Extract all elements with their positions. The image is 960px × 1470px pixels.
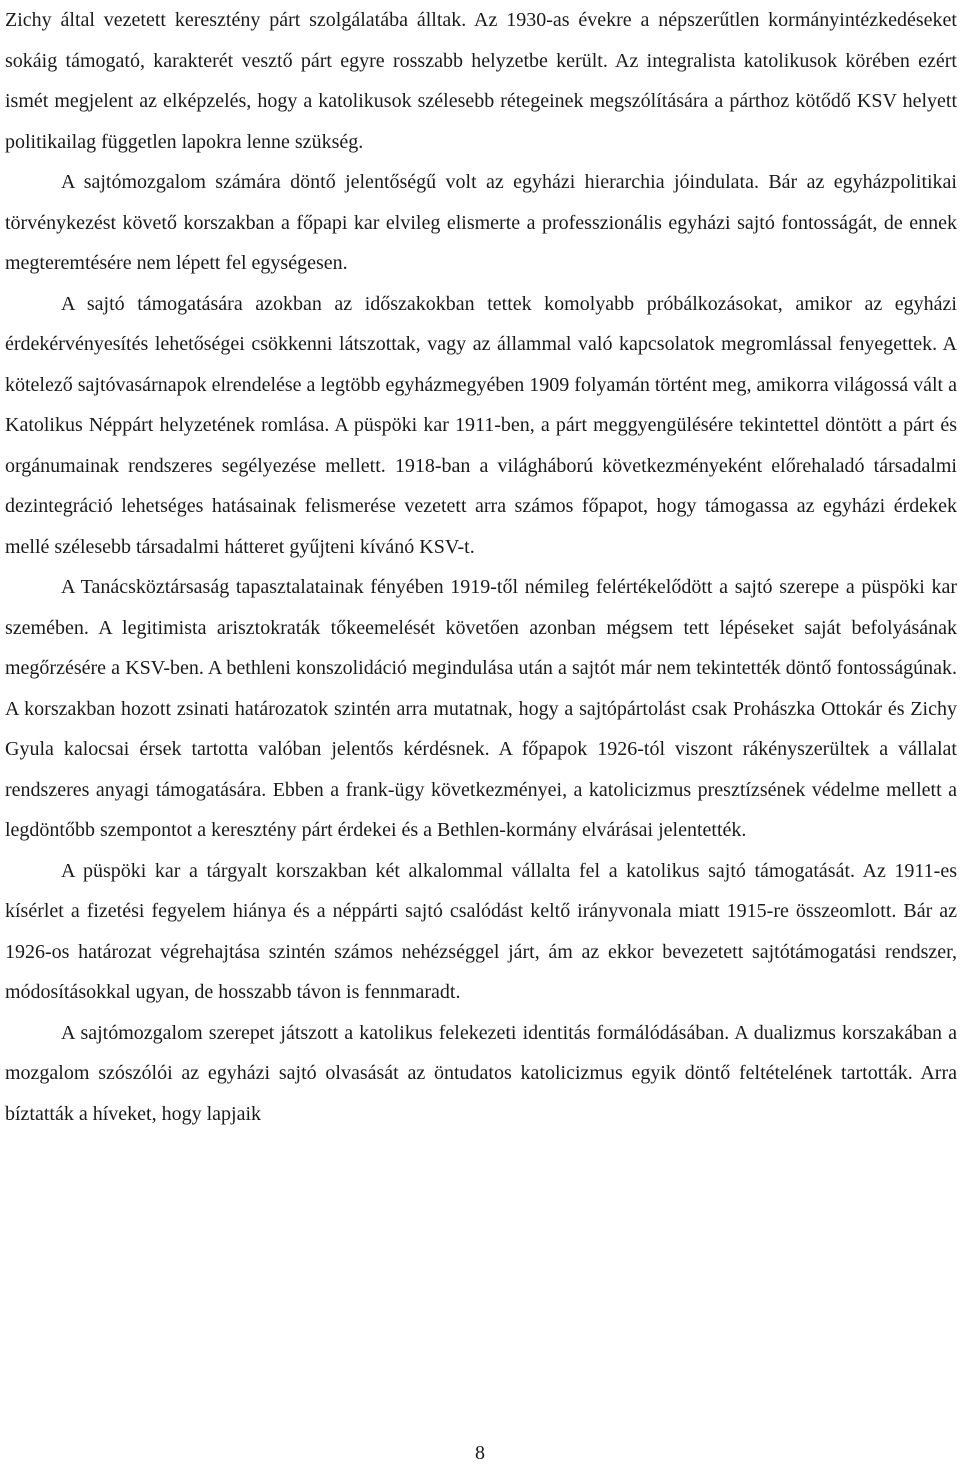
paragraph: A püspöki kar a tárgyalt korszakban két alkalommal vállalta fel a katolikus sajtó támogatását. Az 1911-es kísérlet a fizetési fegyelem hiánya és a néppárti sajtó csalódást keltő irányvonala miatt 1915-re összeomlott. Bár az 1926-os határozat végrehajtása szintén számos nehézséggel járt, ám az ekkor bevezetett sajtótámogatási rendszer, módosításokkal ugyan, de hosszabb távon is fennmaradt.	[5, 859, 957, 1003]
paragraph: A sajtómozgalom szerepet játszott a katolikus felekezeti identitás formálódásában. A dualizmus korszakában a mozgalom szószólói az egyházi sajtó olvasását az öntudatos katolicizmus egyik döntő feltételének tartották. Arra bíztatták a híveket, hogy lapjaik	[5, 1021, 957, 1125]
paragraph: A sajtó támogatására azokban az időszakokban tettek komolyabb próbálkozásokat, amikor az egyházi érdekérvényesítés lehetőségei csökkenni látszottak, vagy az állammal való kapcsolatok megromlással fenyegettek. A kötelező sajtóvasárnapok elrendelése a legtöbb egyházmegyében 1909 folyamán történt meg, amikorra világossá vált a Katolikus Néppárt helyzetének romlása. A püspöki kar 1911-ben, a párt meggyengülésére tekintettel döntött a párt és orgánumainak rendszeres segélyezése mellett. 1918-ban a világháború következményeként előrehaladó társadalmi dezintegráció lehetséges hatásainak felismerése vezetett arra számos főpapot, hogy támogassa az egyházi érdekek mellé szélesebb társadalmi hátteret gyűjteni kívánó KSV-t.	[5, 292, 957, 558]
paragraph: Zichy által vezetett keresztény párt szolgálatába álltak. Az 1930-as évekre a népszerűtlen kormányintézkedéseket sokáig támogató, karakterét vesztő párt egyre rosszabb helyzetbe került. Az integralista katolikusok körében ezért ismét megjelent az elképzelés, hogy a katolikusok szélesebb rétegeinek megszólítására a párthoz kötődő KSV helyett politikailag független lapokra lenne szükség.	[5, 9, 957, 153]
page-number: 8	[475, 1442, 485, 1464]
document-body	[5, 0, 957, 1134]
paragraph: A sajtómozgalom számára döntő jelentőségű volt az egyházi hierarchia jóindulata. Bár az egyházpolitikai törvénykezést követő korszakban a főpapi kar elvileg elismerte a professzionális egyházi sajtó fontosságát, de ennek megteremtésére nem lépett fel egységesen.	[5, 171, 957, 274]
paragraph: A Tanácsköztársaság tapasztalatainak fényében 1919-től némileg felértékelődött a sajtó szerepe a püspöki kar szemében. A legitimista arisztokraták tőkeemelését követően azonban mégsem tett lépéseket saját befolyásának megőrzésére a KSV-ben. A bethleni konszolidáció megindulása után a sajtót már nem tekintették döntő fontosságúnak. A korszakban hozott zsinati határozatok szintén arra mutatnak, hogy a sajtópártolást csak Prohászka Ottokár és Zichy Gyula kalocsai érsek tartotta valóban jelentős kérdésnek. A főpapok 1926-tól viszont rákényszerültek a vállalat rendszeres anyagi támogatására. Ebben a frank-ügy következményei, a katolicizmus presztízsének védelme mellett a legdöntőbb szempontot a keresztény párt érdekei és a Bethlen-kormány elvárásai jelentették.	[5, 576, 957, 841]
